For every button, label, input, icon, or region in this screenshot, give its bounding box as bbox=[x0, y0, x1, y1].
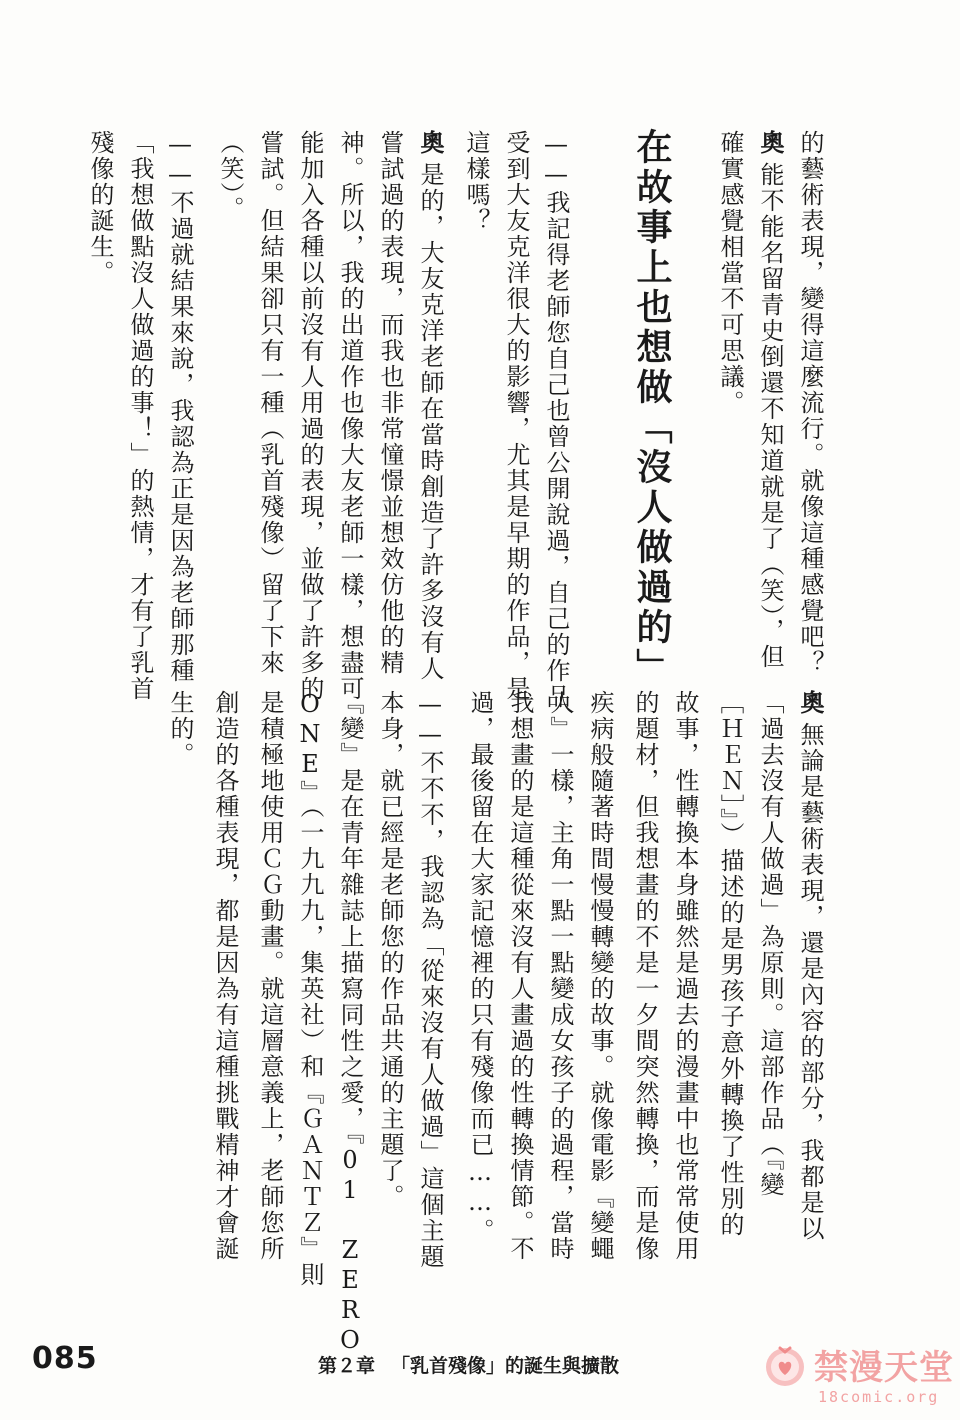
text-column: 殘像的誕生。 bbox=[86, 130, 114, 286]
text-column: ——我記得老師您自己也曾公開說過，自己的作品 bbox=[542, 130, 570, 710]
text-column: 生的。 bbox=[166, 690, 194, 768]
text-column: ——不過就結果來說，我認為正是因為老師那種 bbox=[166, 130, 194, 684]
chapter-title: 「乳首殘像」的誕生與擴散 bbox=[391, 1355, 620, 1377]
text-column: 的題材，但我想畫的不是一夕間突然轉換，而是像 bbox=[631, 690, 659, 1262]
text-column: 過，最後留在大家記憶裡的只有殘像而已……。 bbox=[466, 690, 494, 1244]
text-column: 人』一樣，主角一點一點變成女孩子的過程，當時 bbox=[546, 690, 574, 1262]
mascot-logo-icon bbox=[762, 1342, 808, 1388]
text-column: 這樣嗎？ bbox=[462, 130, 490, 234]
speaker-label: 奧 bbox=[756, 130, 784, 156]
text-column: 嘗試。但結果卻只有一種（乳首殘像）留了下來 bbox=[256, 130, 284, 676]
watermark-url: 18comic.org bbox=[818, 1388, 940, 1406]
text-column: 疾病般隨著時間慢慢轉變的故事。就像電影『變蠅 bbox=[586, 690, 614, 1262]
chapter-running-title bbox=[318, 1351, 619, 1378]
page-number: 085 bbox=[32, 1341, 98, 1376]
speaker-label: 奧 bbox=[796, 690, 824, 716]
watermark-brand: 禁漫天堂 bbox=[814, 1348, 954, 1388]
text-column: 本身，就已經是老師您的作品共通的主題了。 bbox=[376, 690, 404, 1210]
text-column: 奧是的，大友克洋老師在當時創造了許多沒有人 bbox=[416, 130, 444, 682]
speaker-label: 奧 bbox=[416, 130, 444, 156]
text-column: ONE』（一九九九，集英社）和『ＧＡＮＴＺ』則 bbox=[296, 690, 324, 1288]
section-heading: 在故事上也想做「沒人做過的」 bbox=[631, 128, 672, 688]
text-column: 『變』是在青年雜誌上描寫同性之愛，『01 ZERO bbox=[336, 690, 364, 1356]
chapter-label: 第２章 bbox=[318, 1355, 376, 1377]
text-column: 受到大友克洋很大的影響，尤其是早期的作品，是 bbox=[502, 130, 530, 702]
text-column: 故事，性轉換本身雖然是過去的漫畫中也常常使用 bbox=[671, 690, 699, 1262]
text-column: 「過去沒有人做過」為原則。這部作品（『變 bbox=[756, 690, 784, 1198]
text-column: 能加入各種以前沒有人用過的表現，並做了許多的 bbox=[296, 130, 324, 702]
text-column: 奧無論是藝術表現，還是內容的部分，我都是以 bbox=[796, 690, 824, 1242]
text-column: 確實感覺相當不可思議。 bbox=[716, 130, 744, 416]
text-column: 是積極地使用ＣＧ動畫。就這層意義上，老師您所 bbox=[256, 690, 284, 1262]
text-column: 我想畫的是這種從來沒有人畫過的性轉換情節。不 bbox=[506, 690, 534, 1262]
text-column: （笑）。 bbox=[216, 130, 244, 222]
site-watermark bbox=[762, 1330, 952, 1410]
text-column: ——不不不，我認為「從來沒有人做過」這個主題 bbox=[416, 690, 444, 1270]
text-column: 嘗試過的表現，而我也非常憧憬並想效仿他的精 bbox=[376, 130, 404, 676]
text-column: 奧能不能名留青史倒還不知道就是了（笑），但 bbox=[756, 130, 784, 670]
text-column: 神。所以，我的出道作也像大友老師一樣，想盡可 bbox=[336, 130, 364, 702]
text-column: 創造的各種表現，都是因為有這種挑戰精神才會誕 bbox=[211, 690, 239, 1262]
text-column: 的藝術表現，變得這麼流行。就像這種感覺吧？ bbox=[796, 130, 824, 676]
text-column: ［ＨＥＮ］』）描述的是男孩子意外轉換了性別的 bbox=[716, 690, 744, 1238]
text-column: 「我想做點沒人做過的事！」的熱情，才有了乳首 bbox=[126, 130, 154, 702]
